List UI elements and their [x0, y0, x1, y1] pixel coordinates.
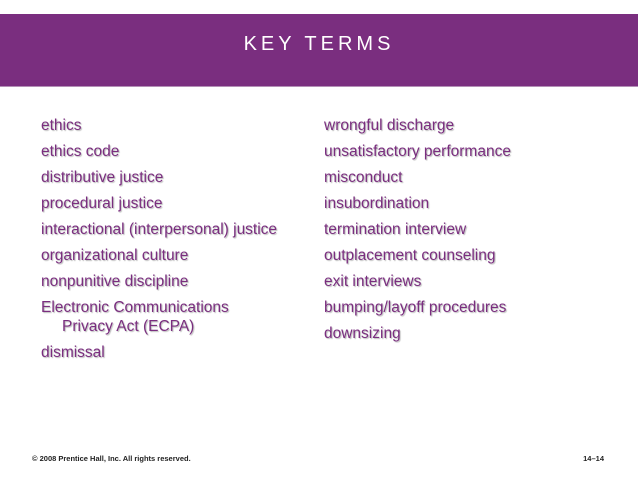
term-item: insubordination	[324, 195, 430, 212]
term-item: misconduct	[324, 169, 403, 186]
term-item: distributive justice	[41, 169, 164, 186]
title-divider	[0, 86, 638, 87]
term-item: ethics	[41, 117, 82, 134]
term-item: Electronic Communications Privacy Act (ECPA)	[41, 299, 229, 335]
term-item: nonpunitive discipline	[41, 273, 189, 290]
left-term-list	[41, 116, 281, 369]
term-item: dismissal	[41, 344, 105, 361]
page-number: 14–14	[583, 454, 604, 463]
term-item: exit interviews	[324, 273, 422, 290]
term-item: wrongful discharge	[324, 117, 455, 134]
slide-title: KEY TERMS	[243, 33, 395, 55]
term-item: downsizing	[324, 325, 401, 342]
copyright-notice: © 2008 Prentice Hall, Inc. All rights reserved.	[32, 454, 191, 463]
term-item: organizational culture	[41, 247, 189, 264]
term-item: outplacement counseling	[324, 247, 496, 264]
term-item: bumping/layoff procedures	[324, 299, 507, 316]
term-item: interactional (interpersonal) justice	[41, 221, 278, 238]
term-item: ethics code	[41, 143, 120, 160]
term-item: procedural justice	[41, 195, 163, 212]
term-item: unsatisfactory performance	[324, 143, 511, 160]
right-term-list	[324, 116, 624, 350]
term-item: termination interview	[324, 221, 467, 238]
